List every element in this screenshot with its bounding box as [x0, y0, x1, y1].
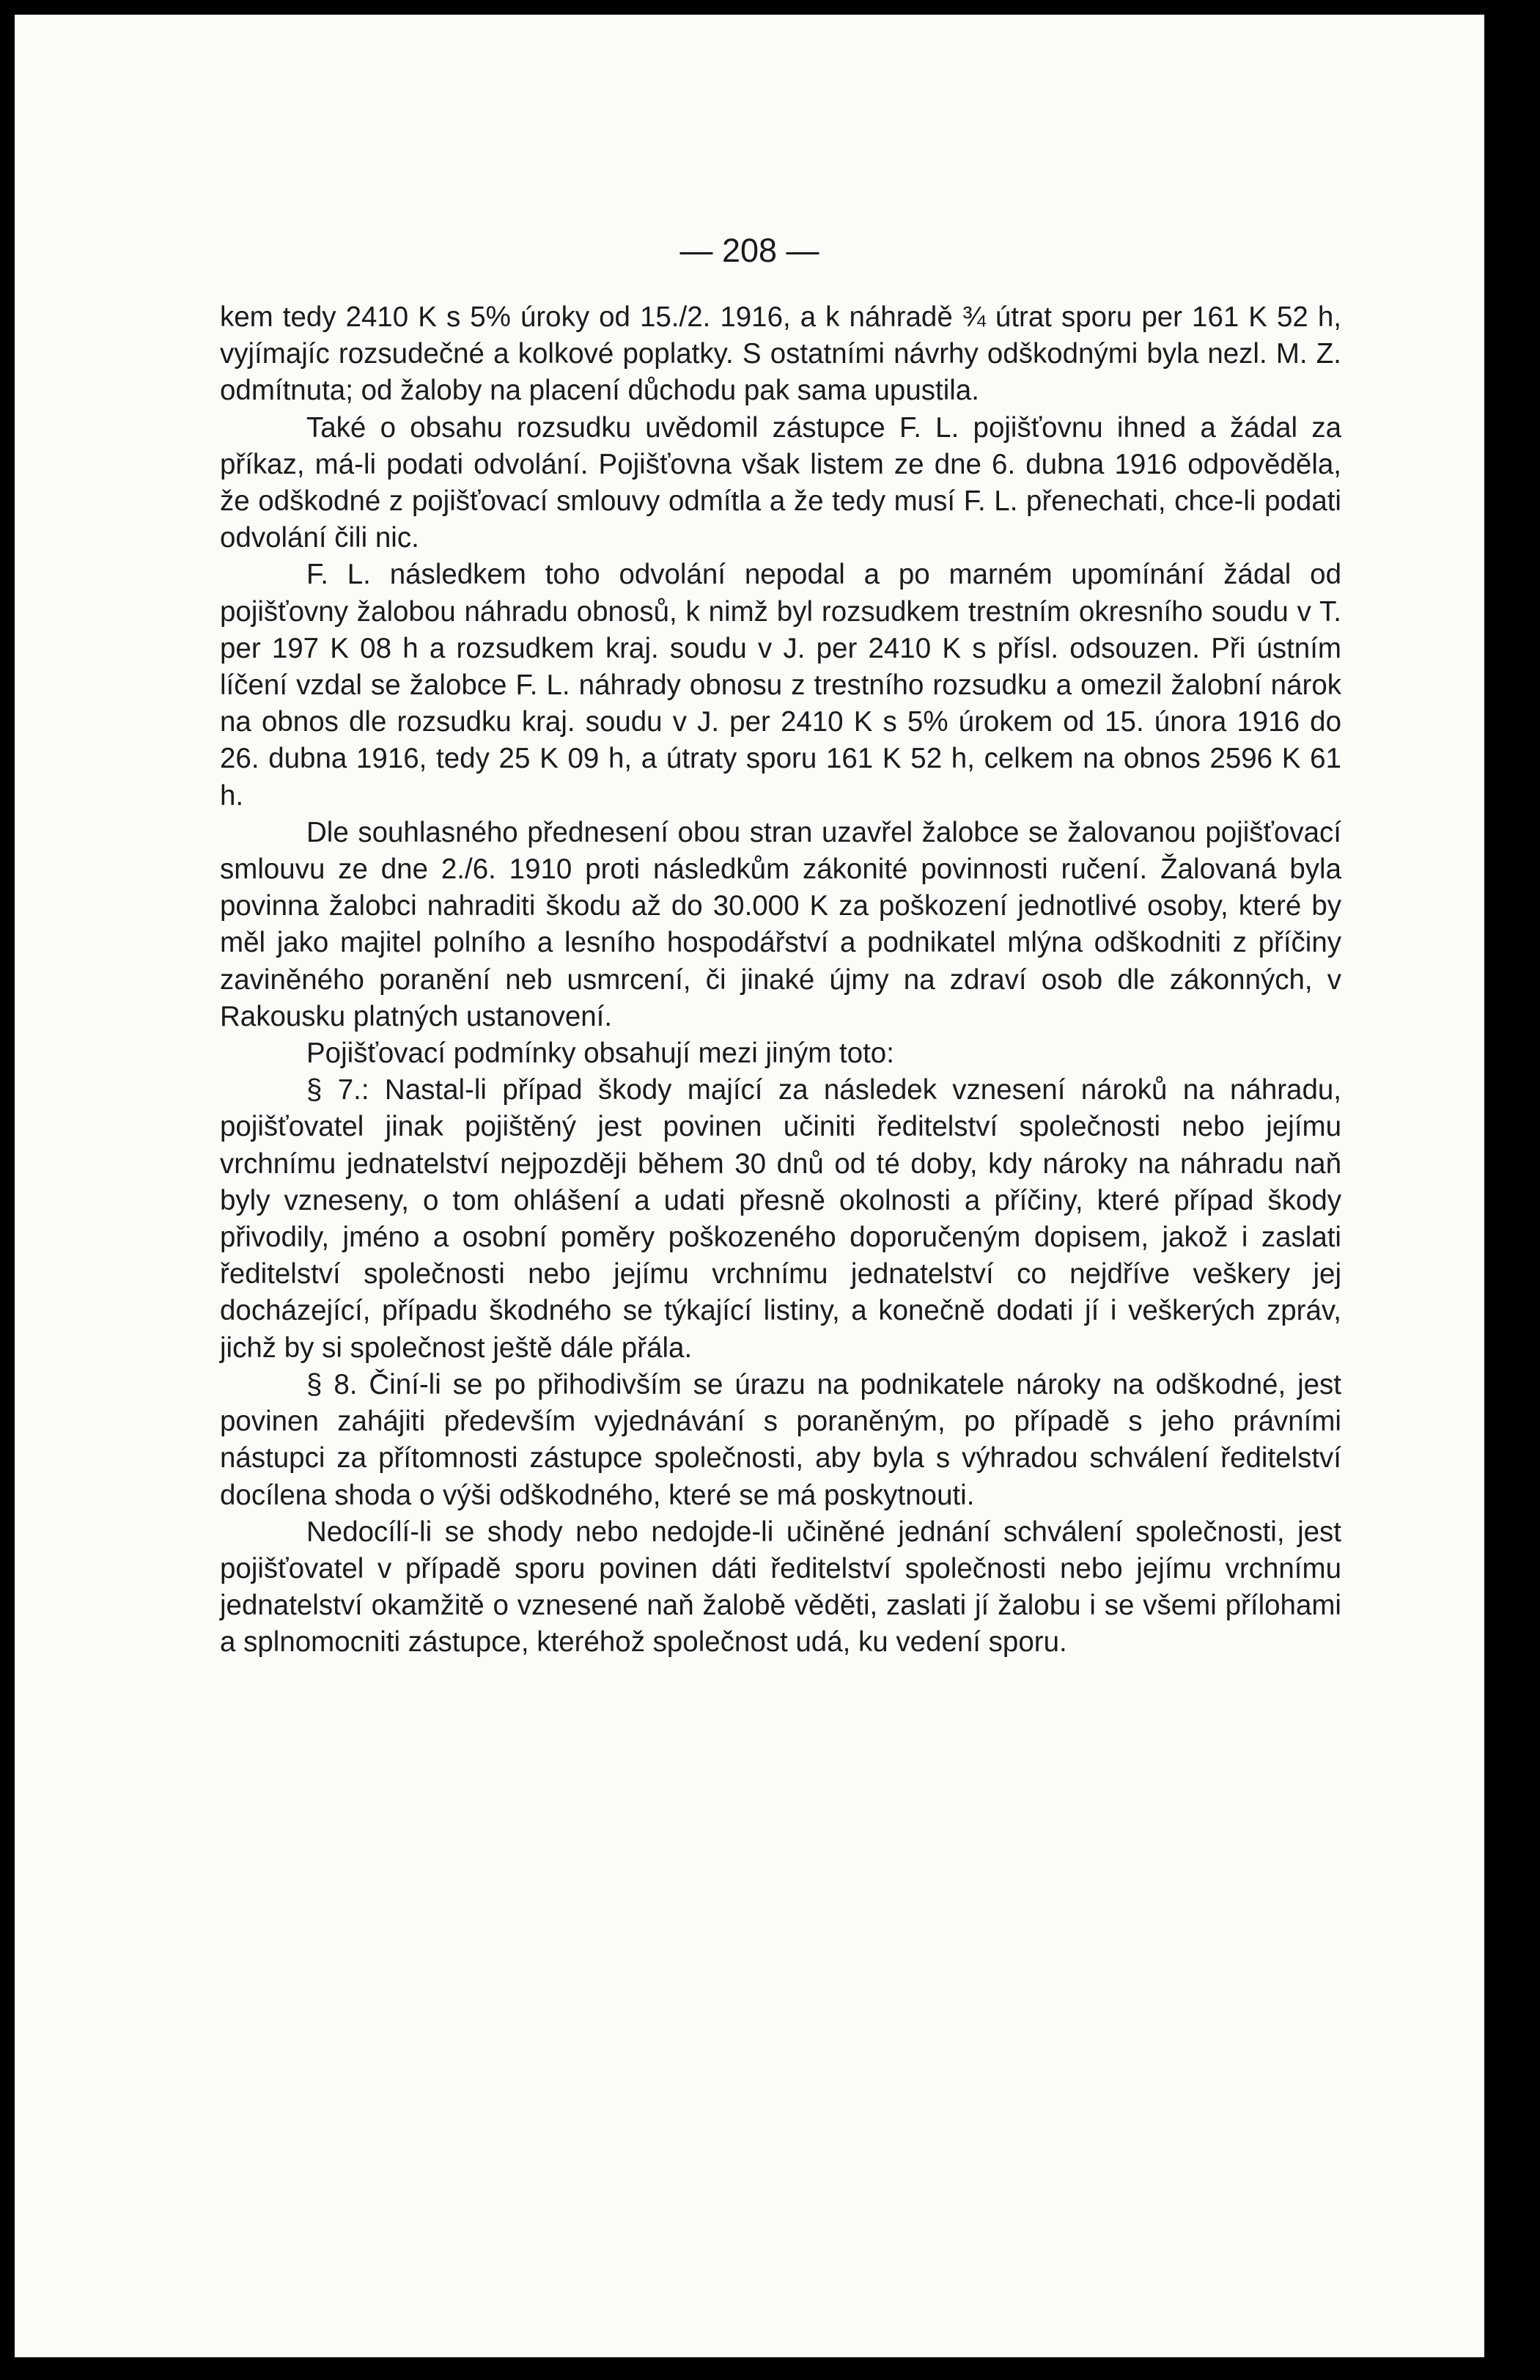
paragraph: F. L. následkem toho odvolání nepodal a po marném upomínání žádal od pojišťovny žalobou náhradu obnosů, k nimž byl rozsudkem trestním okresního soudu v T. per 197 K 08 h a rozsudkem kraj. soudu v J. per 2410 K s přísl. odsouzen. Při ústním líčení vzdal se žalobce F. L. náhrady obnosu z trestního rozsudku a omezil žalobní nárok na obnos dle rozsudku kraj. soudu v J. per 2410 K s 5% úrokem od 15. února 1916 do 26. dubna 1916, tedy 25 K 09 h, a útraty sporu 161 K 52 h, celkem na obnos 2596 K 61 h.: [220, 559, 1341, 812]
paragraph: Nedocílí-li se shody nebo nedojde-li učiněné jednání schválení společnosti, jest pojišťovatel v případě sporu povinen dáti ředitelství společnosti nebo jejímu vrchnímu jednatelství okamžitě o vznesené naň žalobě věděti, zaslati jí žalobu i se všemi přílohami a splnomocniti zástupce, kteréhož společnost udá, ku vedení sporu.: [220, 1516, 1341, 1659]
paragraph: kem tedy 2410 K s 5% úroky od 15./2. 1916, a k náhradě ¾ útrat sporu per 161 K 52 h, vyjímajíc rozsudečné a kolkové poplatky. S ostatními návrhy odškodnými byla nezl. M. Z. odmítnuta; od žaloby na placení důchodu pak sama upustila.: [220, 301, 1341, 407]
body-text: [220, 299, 1341, 1661]
paragraph: Dle souhlasného přednesení obou stran uzavřel žalobce se žalovanou pojišťovací smlouvu ze dne 2./6. 1910 proti následkům zákonité povinnosti ručení. Žalovaná byla povinna žalobci nahraditi škodu až do 30.000 K za poškození jednotlivé osoby, které by měl jako majitel polního a lesního hospodářství a podnikatel mlýna odškodniti z příčiny zaviněného poranění neb usmrcení, či jinaké újmy na zdraví osob dle zákonných, v Rakousku platných ustanovení.: [220, 816, 1341, 1032]
scanned-page: [15, 15, 1484, 2357]
paragraph: § 7.: Nastal-li případ škody mající za následek vznesení nároků na náhradu, pojišťovatel jinak pojištěný jest povinen učiniti ředitelství společnosti nebo jejímu vrchnímu jednatelství nejpozději během 30 dnů od té doby, kdy nároky na náhradu naň byly vzneseny, o tom ohlášení a udati přesně okolnosti a příčiny, které případ škody přivodily, jméno a osobní poměry poškozeného doporučeným dopisem, jakož i zaslati ředitelství společnosti nebo jejímu vrchnímu jednatelství co nejdříve veškery jej docházející, případu škodného se týkající listiny, a konečně dodati jí i veškerých zpráv, jichž by si společnost ještě dále přála.: [220, 1074, 1341, 1364]
paragraph: Pojišťovací podmínky obsahují mezi jiným toto:: [306, 1037, 894, 1070]
page-number: — 208 —: [679, 232, 819, 269]
paragraph: Také o obsahu rozsudku uvědomil zástupce F. L. pojišťovnu ihned a žádal za příkaz, má-li podati odvolání. Pojišťovna však listem ze dne 6. dubna 1916 odpověděla, že odškodné z pojišťovací smlouvy odmítla a že tedy musí F. L. přenechati, chce-li podati odvolání čili nic.: [220, 411, 1341, 554]
paragraph: § 8. Činí-li se po přihodivším se úrazu na podnikatele nároky na odškodné, jest povinen zahájiti především vyjednávání s poraněným, po případě s jeho právními nástupci za přítomnosti zástupce společnosti, aby byla s výhradou schválení ředitelství docílena shoda o výši odškodného, které se má poskytnouti.: [220, 1368, 1341, 1511]
